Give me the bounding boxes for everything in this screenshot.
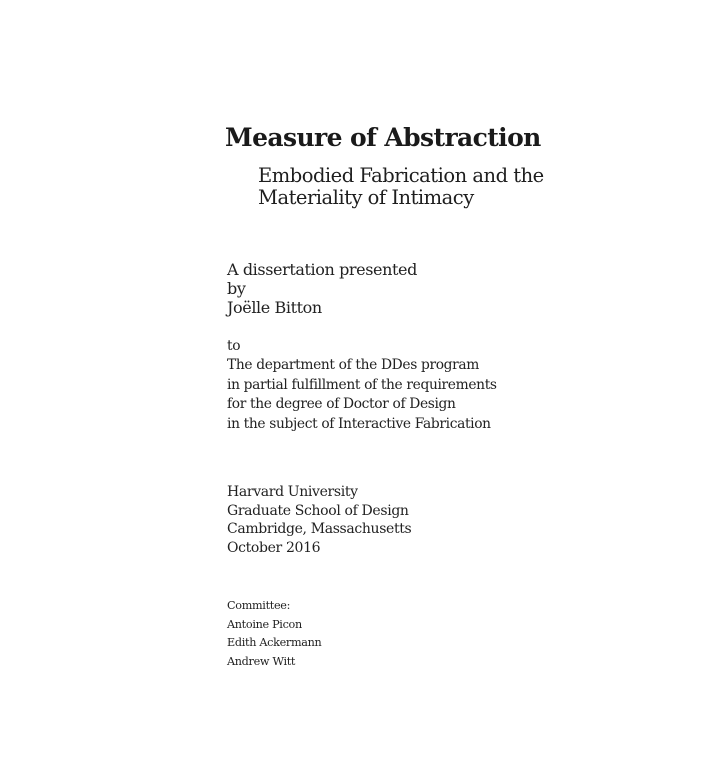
committee-member: Edith Ackermann: [227, 636, 322, 650]
subtitle-line: Embodied Fabrication and the: [258, 164, 544, 187]
dissertation-title: Measure of Abstraction: [225, 123, 541, 152]
presented-line: A dissertation presented: [227, 260, 417, 279]
subject-line: in the subject of Interactive Fabrication: [227, 415, 491, 432]
university-name: Harvard University: [227, 484, 358, 500]
presented-by-block: [227, 260, 417, 317]
committee-member: Andrew Witt: [227, 654, 296, 668]
fulfillment-line: in partial fulfillment of the requirements: [227, 376, 497, 393]
date: October 2016: [227, 539, 321, 556]
subtitle-line: Materiality of Intimacy: [258, 186, 474, 209]
committee-member: Antoine Picon: [227, 617, 302, 631]
location: Cambridge, Massachusetts: [227, 521, 412, 537]
institution-block: [227, 483, 411, 557]
degree-line: for the degree of Doctor of Design: [227, 396, 456, 413]
author-name: Joëlle Bitton: [227, 298, 322, 317]
dissertation-subtitle: [258, 165, 544, 209]
school-name: Graduate School of Design: [227, 502, 409, 519]
department-line: The department of the DDes program: [227, 357, 479, 374]
submission-block: [227, 337, 497, 434]
committee-block: [227, 597, 321, 671]
committee-label: Committee:: [227, 599, 291, 612]
to-word: to: [227, 338, 241, 354]
presented-by-word: by: [227, 279, 246, 298]
